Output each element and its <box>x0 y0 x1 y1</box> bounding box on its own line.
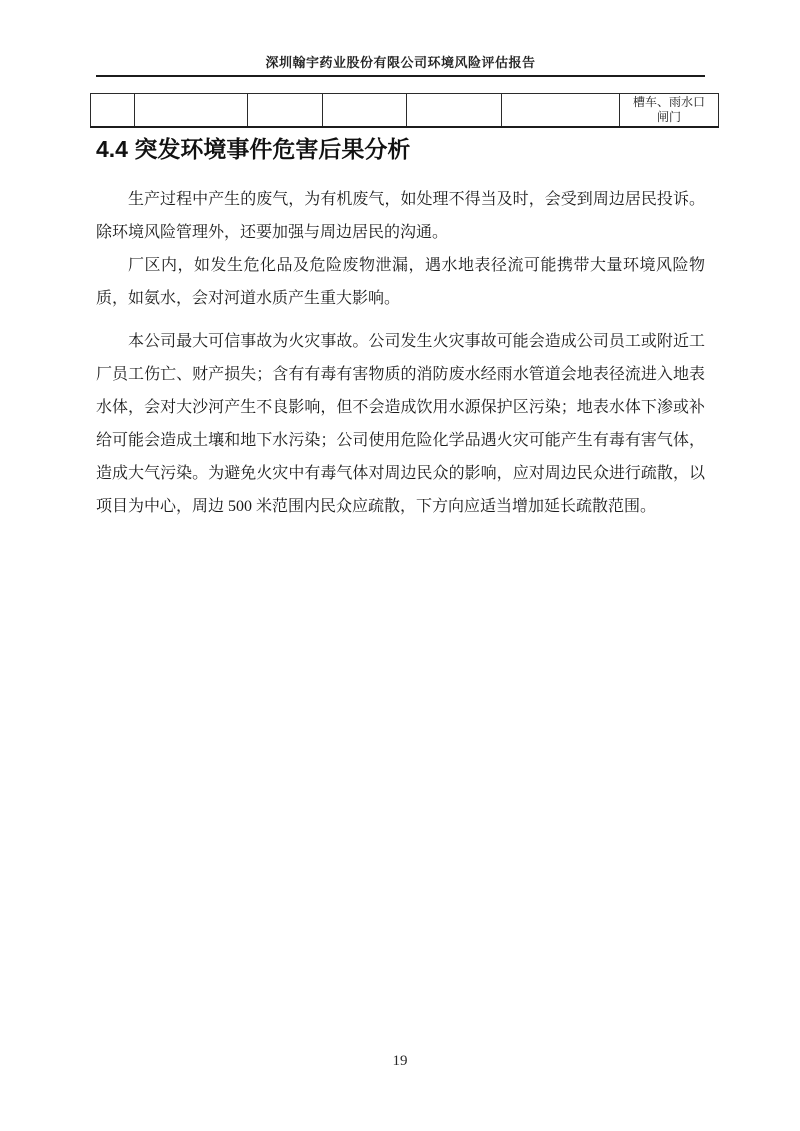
section-heading: 4.4 突发环境事件危害后果分析 <box>96 136 411 162</box>
paragraph-leak-risk: 厂区内，如发生危化品及危险废物泄漏，遇水地表径流可能携带大量环境风险物质，如氨水，会对河道水质产生重大影响。 <box>96 257 705 307</box>
table-cell-measures <box>620 94 719 128</box>
table-cell-empty <box>407 94 502 128</box>
body-text-block <box>96 183 705 523</box>
table-cell-empty <box>502 94 620 128</box>
running-header-title: 深圳翰宇药业股份有限公司环境风险评估报告 <box>265 55 536 70</box>
header-rule <box>96 75 705 77</box>
table-cell-text-line1: 槽车、雨水口 <box>632 95 705 109</box>
paragraph-waste-gas: 生产过程中产生的废气，为有机废气，如处理不得当及时，会受到周边居民投诉。除环境风险管理外，还要加强与周边居民的沟通。 <box>96 191 705 241</box>
paragraph-fire-accident: 本公司最大可信事故为火灾事故。公司发生火灾事故可能会造成公司员工或附近工厂员工伤亡、财产损失；含有有毒有害物质的消防废水经雨水管道会地表径流进入地表水体，会对大沙河产生不良影响，但不会造成饮用水源保护区污染；地表水体下渗或补给可能会造成土壤和地下水污染；公司使用危险化学品遇火灾可能产生有毒有害气体，造成大气污染。为避免火灾中有毒气体对周边民众的影响，应对周边民众进行疏散，以项目为中心，周边 500 米范围内民众应疏散，下方向应适当增加延长疏散范围。 <box>96 333 705 515</box>
table-cell-empty <box>91 94 135 128</box>
page-number: 19 <box>392 1053 408 1069</box>
table-cell-text-line2: 闸门 <box>656 110 681 124</box>
table-cell-empty <box>323 94 407 128</box>
table-cell-empty <box>135 94 248 128</box>
table-cell-empty <box>248 94 323 128</box>
table-row <box>91 94 719 128</box>
continued-table-fragment <box>90 93 719 128</box>
